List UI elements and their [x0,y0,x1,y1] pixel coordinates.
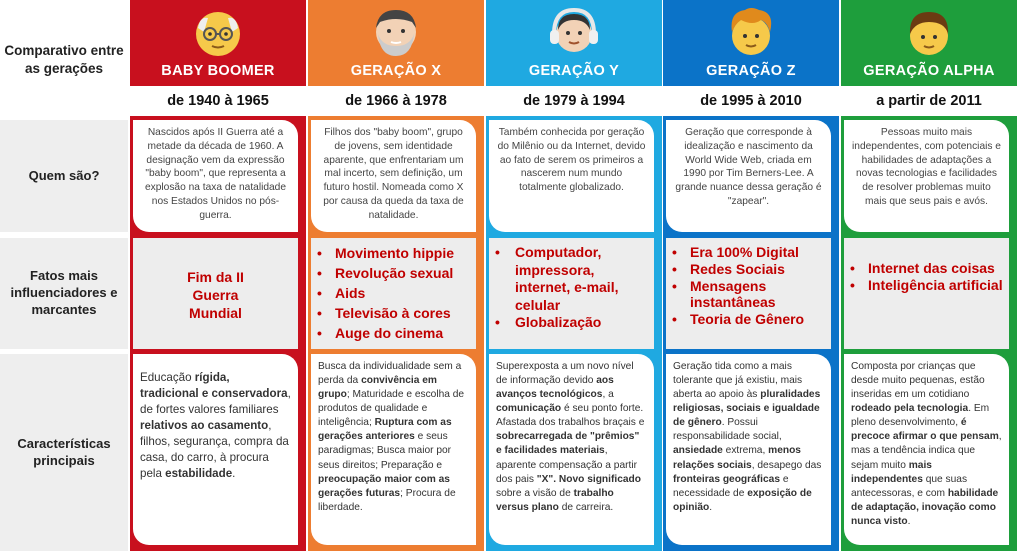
trait-text: Busca da individualidade sem a perda da [318,361,462,387]
old-man-icon [190,4,246,60]
trait-highlight: fronteiras geográficas [673,473,781,485]
trait-text: , filhos, segurança, compra da casa, do carro, à procura pela [140,418,289,480]
fact-item: • Mensagens instantâneas [670,278,827,312]
trait-highlight: comunicação [496,403,562,415]
generation-name: GERAÇÃO Y [528,63,620,79]
row-label-facts: Fatos mais influenciadores e marcantes [0,238,128,349]
trait-highlight: ansiedade [673,445,723,457]
fact-item: • Televisão à cores [315,304,472,324]
trait-highlight: rígida, tradicional e conservadora [140,371,288,400]
trait-highlight: sobrecarregada de "prêmios" e facilidades materiais [496,431,640,457]
trait-text: . [907,515,911,527]
facts-block [844,238,1009,349]
fact-item: • Movimento hippie [315,244,472,264]
generation-body [663,116,839,551]
trait-highlight: aos avanços tecnológicos [496,375,614,401]
who-description: Também conhecida por geração do Milênio ou da Internet, devido ao fato de serem os primeiros a nascerem num mundo totalmente globalizado. [489,120,654,232]
generation-column [130,0,306,551]
trait-text: . [232,466,236,480]
trait-text: Superexposta a um novo nível de informação devido [496,361,634,387]
generation-body [841,116,1017,551]
generation-years: a partir de 2011 [841,86,1017,116]
generation-years: de 1979 à 1994 [486,86,662,116]
generation-name: GERAÇÃO ALPHA [863,63,995,79]
trait-text: e necessidade de [673,473,789,499]
facts-list [670,244,827,328]
traits-description [844,354,1009,545]
facts-block [666,238,831,349]
headphones-man-icon [546,4,602,60]
trait-highlight: "X". Novo significado [536,473,641,485]
generation-column [308,0,484,551]
trait-text: , aparente compensação a partir dos pais [496,445,638,485]
generation-header [130,0,306,86]
child-icon [901,4,957,60]
trait-highlight: preocupação maior com as gerações futuras [318,473,450,499]
generation-years: de 1966 à 1978 [308,86,484,116]
trait-text: Composta por crianças que desde muito pequenas, estão inseridas em um cotidiano [851,361,985,401]
facts-block [311,238,476,349]
traits-description [489,354,654,545]
who-description: Filhos dos "baby boom", grupo de jovens, sem identidade aparente, que enfrentariam um mal incerto, sem definição, um futuro hostil. Nomeada como X por causa da queda da taxa de natalidade. [311,120,476,232]
fact-item: • Inteligência artificial [848,277,1005,294]
trait-highlight: Ruptura com as gerações anteriores [318,417,452,443]
trait-text: e seus paradigmas; Busca maior por seus direitos; Preparação e [318,431,452,471]
who-description: Geração que corresponde à idealização e nascimento da World Wide Web, criada em 1990 por Tim Berners-Lee. A grande nuance dessa geração é "zapear". [666,120,831,232]
generation-name: GERAÇÃO Z [706,63,796,79]
trait-highlight: mais independentes [851,459,932,485]
generation-header [486,0,662,86]
trait-highlight: trabalho versus plano [496,487,614,513]
fact-item: • Computador, impressora, internet, e-mail, celular [493,244,650,314]
trait-text: Geração tida como a mais tolerante que já existiu, mais aberta ao apoio às [673,361,803,401]
generation-body [486,116,662,551]
trait-text: extrema, [722,445,769,457]
row-label-traits: Características principais [0,354,128,551]
generation-column [841,0,1017,551]
trait-text: de carreira. [558,501,614,513]
trait-highlight: convivência em grupo [318,375,437,401]
facts-list [848,244,1005,294]
generation-name: GERAÇÃO X [350,63,442,79]
facts-list [493,244,650,332]
fact-item: • Auge do cinema [315,324,472,344]
curly-hair-person-icon [723,4,779,60]
row-labels [0,0,128,551]
generation-header [841,0,1017,86]
trait-text: sobre a visão de [496,487,574,499]
trait-highlight: menos relações sociais [673,445,801,471]
trait-highlight: relativos ao casamento [140,418,269,432]
fact-item: Fim da II Guerra Mundial [187,269,244,322]
fact-item: • Internet das coisas [848,260,1005,277]
facts-block [489,238,654,349]
trait-text: , desapego das [751,459,822,471]
fact-item: • Era 100% Digital [670,244,827,261]
facts-block [133,238,298,349]
fact-item: • Aids [315,284,472,304]
who-description: Nascidos após II Guerra até a metade da década de 1960. A designação vem da expressão "baby boom", que representa a explosão na taxa de natalidade nos Estados Unidos no pós-guerra. [133,120,298,232]
generation-years: de 1995 à 2010 [663,86,839,116]
trait-highlight: estabilidade [165,466,233,480]
trait-highlight: é precoce afirmar o que pensam [851,417,999,443]
trait-text: é seu ponto forte. Afastada dos trabalhos braçais e [496,403,645,429]
facts-list [315,244,472,343]
fact-item: • Globalização [493,314,650,332]
trait-text: que suas antecessoras, e com [851,473,968,499]
table-title: Comparativo entre as gerações [0,0,128,116]
generation-column [486,0,662,551]
fact-item: • Teoria de Gênero [670,311,827,328]
generation-header [308,0,484,86]
generation-years: de 1940 à 1965 [130,86,306,116]
generation-body [308,116,484,551]
trait-text: ; Maturidade e escolha de produtos de qualidade e inteligência; [318,389,465,429]
fact-item: • Redes Sociais [670,261,827,278]
trait-highlight: exposição de opinião [673,487,812,513]
trait-text: . [709,501,713,513]
row-label-who: Quem são? [0,120,128,232]
traits-description [311,354,476,545]
generation-column [663,0,839,551]
trait-text: Educação [140,371,195,384]
who-description: Pessoas muito mais independentes, com potenciais e habilidades de adaptações a novas tecnologias e facilidades de resolver problemas muito mais que seus pais e avós. [844,120,1009,232]
traits-description [666,354,831,545]
trait-text: , a [602,389,614,401]
bearded-man-icon [368,4,424,60]
trait-text: , de fortes valores familiares [140,386,291,416]
fact-item: • Revolução sexual [315,264,472,284]
trait-text: ; Procura de liberdade. [318,487,456,513]
trait-text: . Em pleno desenvolvimento, [851,403,990,429]
generation-header [663,0,839,86]
traits-description [133,354,298,545]
trait-text: . Possui responsabilidade social, [673,417,782,443]
generation-name: BABY BOOMER [161,63,275,79]
generation-body [130,116,306,551]
trait-highlight: pluralidades religiosas, sociais e igualdade de gênero [673,389,821,429]
trait-highlight: habilidade de adaptação, inovação como nunca visto [851,487,999,527]
trait-text: , mas a tendência indica que sejam muito [851,431,1002,471]
trait-highlight: rodeado pela tecnologia [851,403,969,415]
